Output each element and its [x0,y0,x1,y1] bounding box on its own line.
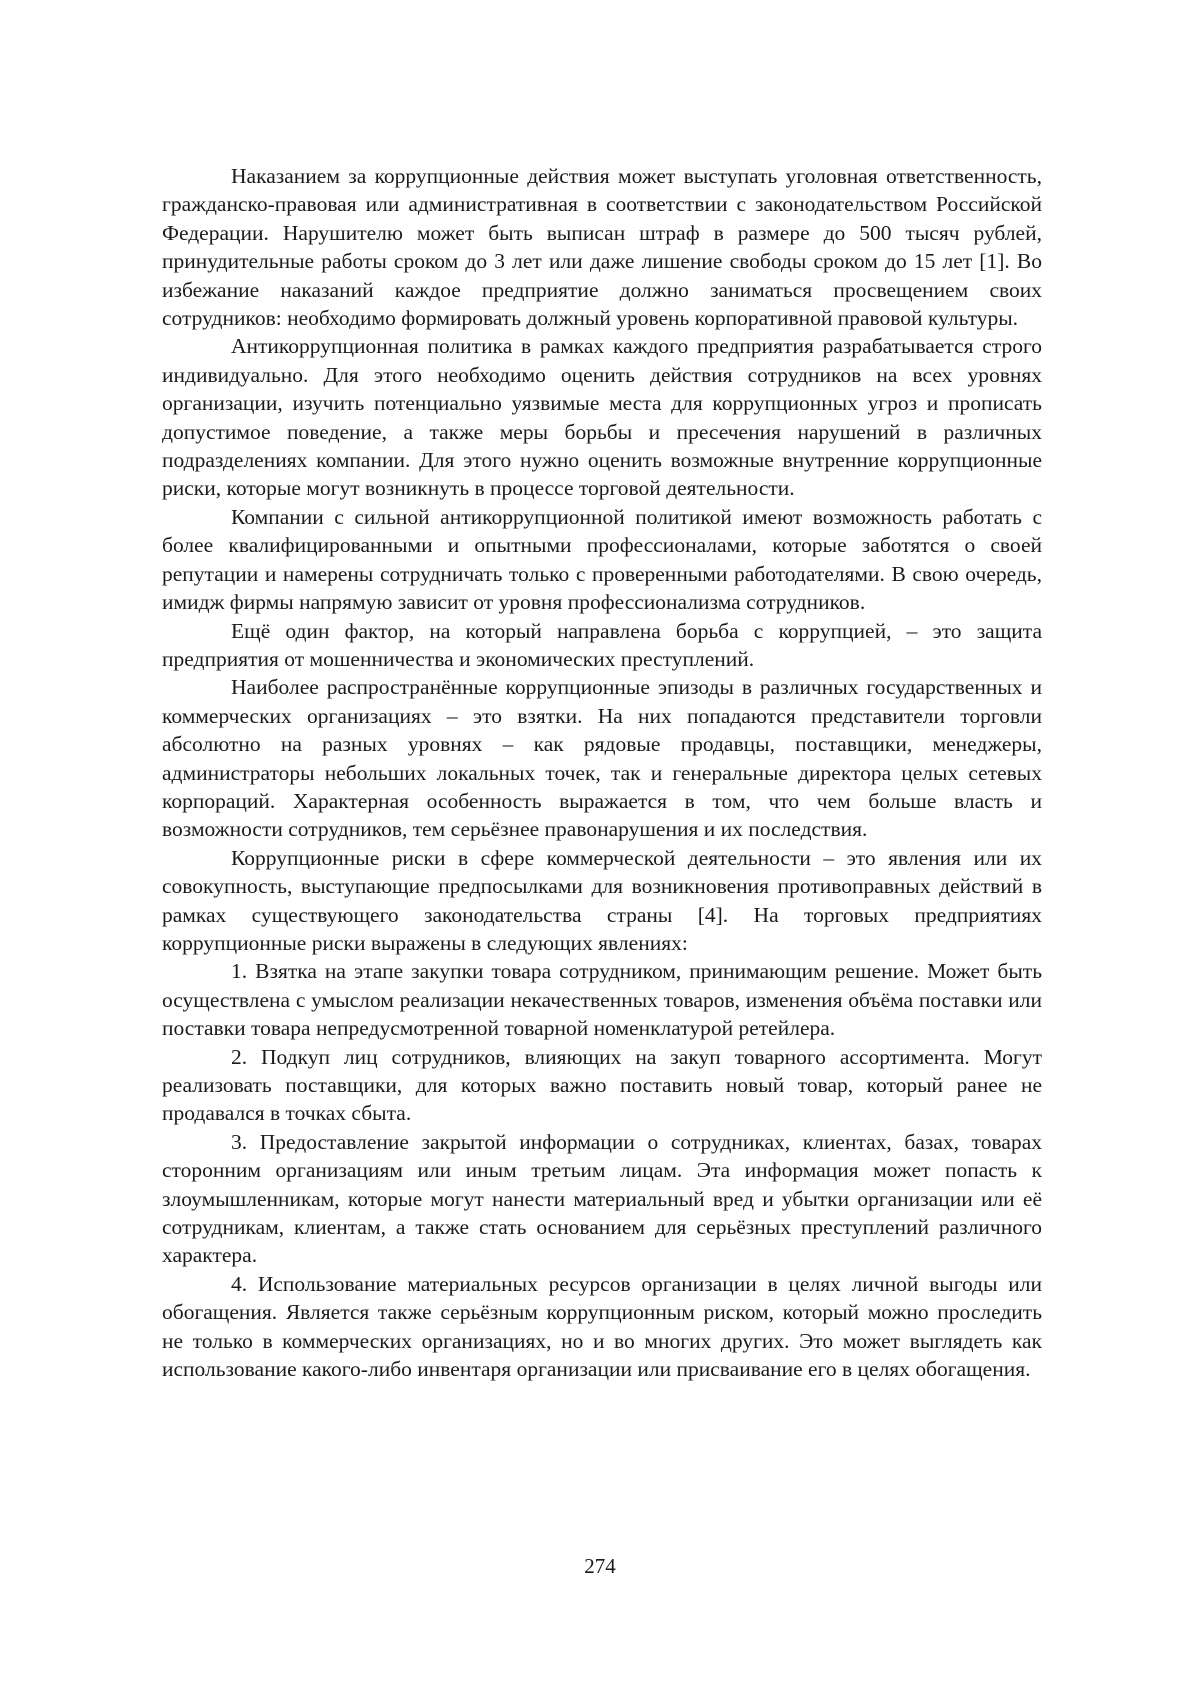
list-item-2-bribery-of-employees: 2. Подкуп лиц сотрудников, влияющих на закуп товарного ассортимента. Мо­гут реализовать поставщики, для которых важно поставить новый товар, который ра­нее не продавался в точках сбыта. [162,1043,1042,1128]
list-item-3-disclosure-of-information: 3. Предоставление закрытой информации о сотрудниках, клиентах, базах, то­варах сторонним организациям или иным третьим лицам. Эта информация может по­пасть к злоумышленникам, которые могут нанести материальный вред и убытки ор­ганизации или её сотрудникам, клиентам, а также стать основанием для серьёзных преступлений различного характера. [162,1128,1042,1270]
page-body [162,162,1042,1383]
paragraph-corruption-risks-definition: Коррупционные риски в сфере коммерческой деятельности – это явления или их совокупность, выступающие предпосылками для возникновения противоправных действий в рамках существующего законодательства страны [4]. На торговых пред­приятиях коррупционные риски выражены в следующих явлениях: [162,844,1042,958]
paragraph-anticorruption-policy: Антикоррупционная политика в рамках каждого предприятия разрабатывается строго индивидуально. Для этого необходимо оценить действия сотрудников на всех уровнях организации, изучить потенциально уязвимые места для коррупционных угроз и прописать допустимое поведение, а также меры борьбы и пресечения нару­шений в различных подразделениях компании. Для этого нужно оценить возможные внутренние коррупционные риски, которые могут возникнуть в процессе торговой деятельности. [162,332,1042,502]
list-item-4-misuse-of-resources: 4. Использование материальных ресурсов организации в целях личной выгоды или обогащения. Является также серьёзным коррупционным риском, который можно проследить не только в коммерческих организациях, но и во многих других. Это мо­жет выглядеть как использование какого-либо инвентаря организации или присваи­вание его в целях обогащения. [162,1270,1042,1384]
list-item-1-bribe-at-purchase: 1. Взятка на этапе закупки товара сотрудником, принимающим решение. Мо­жет быть осуществлена с умыслом реализации некачественных товаров, изменения объёма поставки или поставки товара непредусмотренной товарной номенклатурой ретейлера. [162,957,1042,1042]
page-number: 274 [0,1553,1200,1579]
paragraph-fraud-protection: Ещё один фактор, на который направлена борьба с коррупцией, – это защита предприятия от мошенничества и экономических преступлений. [162,617,1042,674]
paragraph-bribery-episodes: Наиболее распространённые коррупционные эпизоды в различных государ­ственных и коммерческих организациях – это взятки. На них попадаются представи­тели торговли абсолютно на разных уровнях – как рядовые продавцы, поставщики, менеджеры, администраторы небольших локальных точек, так и генеральные дирек­тора целых сетевых корпораций. Характерная особенность выражается в том, что чем больше власть и возможности сотрудников, тем серьёзнее правонарушения и их по­следствия. [162,673,1042,843]
paragraph-penalties: Наказанием за коррупционные действия может выступать уголовная ответ­ственность, гражданско-правовая или административная в соответствии с законода­тельством Российской Федерации. Нарушителю может быть выписан штраф в раз­мере до 500 тысяч рублей, принудительные работы сроком до 3 лет или даже лишение свободы сроком до 15 лет [1]. Во избежание наказаний каждое предприятие должно заниматься просвещением своих сотрудников: необходимо формировать должный уровень корпоративной правовой культуры. [162,162,1042,332]
paragraph-qualified-professionals: Компании с сильной антикоррупционной политикой имеют возможность ра­ботать с более квалифицированными и опытными профессионалами, которые забо­тятся о своей репутации и намерены сотрудничать только с проверенными работода­телями. В свою очередь, имидж фирмы напрямую зависит от уровня профессиона­лизма сотрудников. [162,503,1042,617]
